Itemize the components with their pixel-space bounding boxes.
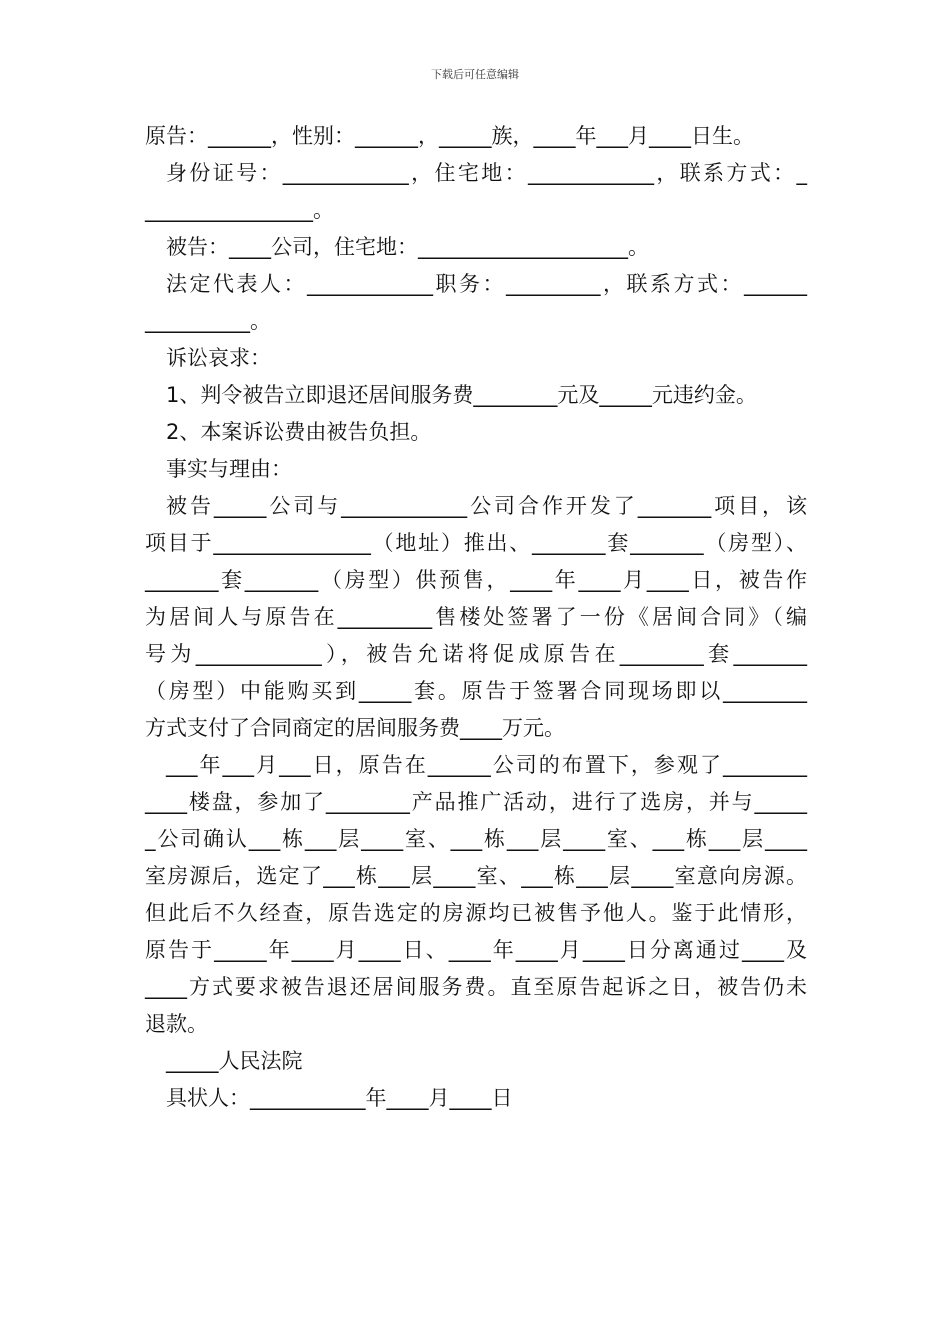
page-header-note: 下载后可任意编辑 [431,68,519,81]
claim-item-1: 1、判令被告立即退还居间服务费________元及_____元违约金。 [166,383,757,407]
plaintiff-info-line: 原告：______，性别：______，_____族，____年___月____日生。 [145,124,754,148]
facts-paragraph-1-line-1: 被告_____公司与____________公司合作开发了_______项目，该 [166,494,807,518]
legal-representative-line-cont: __________。 [145,309,271,333]
facts-paragraph-1-line-4: 为居间人与原告在_________售楼处签署了一份《居间合同》（编 [145,605,807,629]
facts-heading: 事实与理由： [166,457,292,481]
facts-paragraph-2-line-4: 室房源后，选定了___栋___层____室、___栋___层____室意向房源。 [145,864,807,888]
plaintiff-id-line: 身份证号：____________，住宅地：____________，联系方式：_ [166,161,807,185]
facts-paragraph-2-line-6: 原告于_____年____月____日、____年____月____日分离通过____及 [145,938,807,962]
facts-paragraph-1-line-3: _______套_______（房型）供预售，____年____月____日，被告作 [145,568,807,592]
document-body [145,118,807,1117]
facts-paragraph-1-line-6: （房型）中能购买到_____套。原告于签署合同现场即以________ [145,679,807,703]
claim-item-2: 2、本案诉讼费由被告负担。 [166,420,432,444]
facts-paragraph-2-line-8: 退款。 [145,1012,208,1036]
plaintiff-id-line-cont: ________________。 [145,198,334,222]
facts-paragraph-2-line-2: ____楼盘，参加了________产品推广活动，进行了选房，并与_____ [145,790,807,814]
facts-paragraph-2-line-5: 但此后不久经查，原告选定的房源均已被售予他人。鉴于此情形， [145,901,807,925]
facts-paragraph-2-line-1: ___年___月___日，原告在______公司的布置下，参观了________ [166,753,807,777]
facts-paragraph-1-line-7: 方式支付了合同商定的居间服务费____万元。 [145,716,565,740]
defendant-info-line: 被告：____公司，住宅地：____________________。 [166,235,649,259]
facts-paragraph-1-line-5: 号为____________），被告允诺将促成原告在________套_______ [145,642,807,666]
signature-line: 具状人：___________年____月____日 [166,1086,513,1110]
facts-paragraph-2-line-3: _公司确认___栋___层____室、___栋___层____室、___栋___层____ [145,827,807,851]
court-line: _____人民法院 [166,1049,303,1073]
legal-representative-line: 法定代表人：____________职务：_________，联系方式：______ [166,272,807,296]
claims-heading: 诉讼哀求： [166,346,271,370]
facts-paragraph-2-line-7: ____方式要求被告退还居间服务费。直至原告起诉之日，被告仍未 [145,975,807,999]
facts-paragraph-1-line-2: 项目于_______________（地址）推出、_______套_______（房型）、 [145,531,807,555]
